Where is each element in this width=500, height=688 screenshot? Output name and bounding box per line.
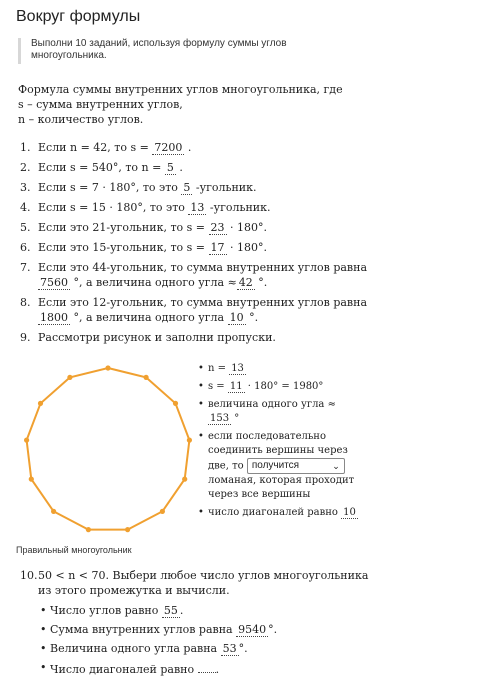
answer-text: число диагоналей равно bbox=[208, 507, 342, 518]
task-10-header bbox=[20, 568, 490, 598]
instruction-banner bbox=[18, 38, 351, 64]
task-text: °. bbox=[245, 311, 259, 324]
answer-s bbox=[198, 380, 378, 394]
task-text: · 180°. bbox=[226, 221, 267, 234]
task-10-item-4 bbox=[20, 660, 490, 677]
answer-field[interactable]: 9540 bbox=[238, 623, 267, 636]
task-list bbox=[20, 140, 490, 350]
polygon-vertex bbox=[182, 477, 187, 482]
task-text: 50 < n < 70. Выбери любое число углов многоугольника bbox=[38, 569, 369, 582]
task-number: 10. bbox=[20, 569, 38, 582]
polygon-figure bbox=[16, 356, 196, 546]
task-text: Величина одного угла равна bbox=[50, 642, 221, 655]
task-number: 7. bbox=[20, 261, 31, 274]
task-text: Если s = 7 · 180°, то это bbox=[38, 181, 182, 194]
polygon-vertex bbox=[160, 509, 165, 514]
task-text: из этого промежутка и вычисли. bbox=[38, 584, 230, 597]
task-text: °, а величина одного угла bbox=[70, 311, 228, 324]
task-9-answers bbox=[198, 362, 378, 524]
answer-text: ломаная, которая проходит bbox=[208, 475, 355, 486]
answer-text: s = bbox=[208, 381, 228, 392]
answer-angle bbox=[198, 398, 378, 426]
answer-field[interactable]: 10 bbox=[229, 311, 244, 324]
task-text: Если это 12-угольник, то сумма внутренних углов равна bbox=[38, 296, 368, 309]
task-text: Если s = 15 · 180°, то это bbox=[38, 201, 189, 214]
answer-field[interactable]: 53 bbox=[222, 642, 237, 655]
regular-polygon-drawing bbox=[16, 356, 196, 546]
task-text: -угольник. bbox=[206, 201, 271, 214]
answer-text: через все вершины bbox=[208, 489, 311, 500]
answer-text: n = bbox=[208, 363, 230, 374]
task-2 bbox=[20, 160, 490, 175]
banner-line-2: многоугольника. bbox=[31, 50, 107, 61]
answer-text: соединить вершины через bbox=[208, 445, 348, 456]
task-5 bbox=[20, 220, 490, 235]
polygon-vertex bbox=[125, 527, 130, 532]
answer-diagonals bbox=[198, 506, 378, 520]
polygon-vertex bbox=[38, 401, 43, 406]
task-number: 8. bbox=[20, 296, 31, 309]
answer-field[interactable]: 13 bbox=[231, 363, 244, 374]
polygon-vertices bbox=[24, 365, 192, 532]
task-text: Число диагоналей равно bbox=[50, 663, 198, 676]
polygon-vertex bbox=[86, 527, 91, 532]
answer-field[interactable]: 5 bbox=[183, 181, 191, 194]
task-text: -угольник. bbox=[192, 181, 257, 194]
task-10-item-3 bbox=[20, 641, 490, 656]
task-text: °. bbox=[238, 642, 248, 655]
answer-text: две, то bbox=[208, 460, 244, 472]
answer-field[interactable]: 1800 bbox=[40, 311, 68, 324]
answer-text: · 180° = 1980° bbox=[244, 381, 324, 392]
task-10-item-2 bbox=[20, 622, 490, 637]
task-text: Рассмотри рисунок и заполни пропуски. bbox=[38, 331, 276, 344]
answer-field[interactable]: 17 bbox=[210, 241, 225, 254]
task-number: 6. bbox=[20, 241, 31, 254]
task-text: . bbox=[175, 161, 183, 174]
task-text: °, а величина одного угла ≈ bbox=[70, 276, 237, 289]
task-1 bbox=[20, 140, 490, 155]
task-text: °. bbox=[268, 623, 278, 636]
answer-field[interactable]: 153 bbox=[210, 413, 230, 424]
task-text: Число углов равно bbox=[50, 604, 162, 617]
task-10 bbox=[20, 568, 490, 681]
polygon-vertex bbox=[51, 509, 56, 514]
task-text: Сумма внутренних углов равна bbox=[50, 623, 237, 636]
task-text: Если n = 42, то s = bbox=[38, 141, 153, 154]
task-6 bbox=[20, 240, 490, 255]
polygon-vertex bbox=[173, 401, 178, 406]
answer-field[interactable]: 23 bbox=[210, 221, 225, 234]
task-text: Если s = 540°, то n = bbox=[38, 161, 165, 174]
answer-field[interactable]: 13 bbox=[190, 201, 205, 214]
polygon-vertex bbox=[144, 375, 149, 380]
answer-field[interactable]: 55 bbox=[163, 604, 178, 617]
intro-line-2: s – сумма внутренних углов, bbox=[18, 98, 183, 111]
task-4 bbox=[20, 200, 490, 215]
answer-n bbox=[198, 362, 378, 376]
answer-field[interactable]: 7560 bbox=[40, 276, 68, 289]
task-number: 9. bbox=[20, 331, 31, 344]
task-text: Если это 44-угольник, то сумма внутренних углов равна bbox=[38, 261, 368, 274]
answer-field[interactable]: 7200 bbox=[154, 141, 183, 154]
answer-field[interactable]: 42 bbox=[238, 276, 253, 289]
answer-text: ° bbox=[231, 413, 240, 424]
polygon-vertex bbox=[105, 365, 110, 370]
task-text: Если это 15-угольник, то s = bbox=[38, 241, 209, 254]
task-text: °. bbox=[254, 276, 268, 289]
task-text: . bbox=[215, 663, 220, 676]
formula-intro bbox=[18, 82, 343, 127]
polygon-vertex bbox=[187, 438, 192, 443]
answer-field[interactable]: 5 bbox=[166, 161, 174, 174]
figure-caption: Правильный многоугольник bbox=[16, 545, 132, 555]
chevron-down-icon: ⌄ bbox=[332, 461, 340, 471]
task-number: 4. bbox=[20, 201, 31, 214]
task-text: · 180°. bbox=[226, 241, 267, 254]
answer-text: • если последовательно bbox=[208, 431, 326, 442]
page-title: Вокруг формулы bbox=[16, 8, 141, 25]
task-10-item-1 bbox=[20, 603, 490, 618]
task-8 bbox=[20, 295, 490, 325]
task-number: 3. bbox=[20, 181, 31, 194]
task-number: 1. bbox=[20, 141, 31, 154]
task-number: 2. bbox=[20, 161, 31, 174]
answer-field[interactable]: 11 bbox=[229, 381, 243, 392]
select-value: получится bbox=[251, 460, 300, 471]
banner-line-1: Выполни 10 заданий, используя формулу суммы углов bbox=[31, 38, 287, 49]
polygon-vertex bbox=[29, 477, 34, 482]
answer-polyline bbox=[198, 430, 378, 502]
intro-line-1: Формула суммы внутренних углов многоугольника, где bbox=[18, 83, 343, 96]
task-number: 5. bbox=[20, 221, 31, 234]
polygon-outline bbox=[27, 368, 190, 530]
polygon-vertex bbox=[67, 375, 72, 380]
task-7 bbox=[20, 260, 490, 290]
task-9 bbox=[20, 330, 490, 345]
answer-field[interactable]: 10 bbox=[343, 507, 356, 518]
task-text: . bbox=[179, 604, 184, 617]
answer-text: величина одного угла ≈ bbox=[208, 399, 336, 410]
task-text: Если это 21-угольник, то s = bbox=[38, 221, 209, 234]
polygon-vertex bbox=[24, 438, 29, 443]
answer-field[interactable] bbox=[198, 660, 216, 673]
intro-line-3: n – количество углов. bbox=[18, 113, 144, 126]
task-text: . bbox=[184, 141, 192, 154]
task-3 bbox=[20, 180, 490, 195]
polyline-select[interactable] bbox=[247, 458, 345, 474]
